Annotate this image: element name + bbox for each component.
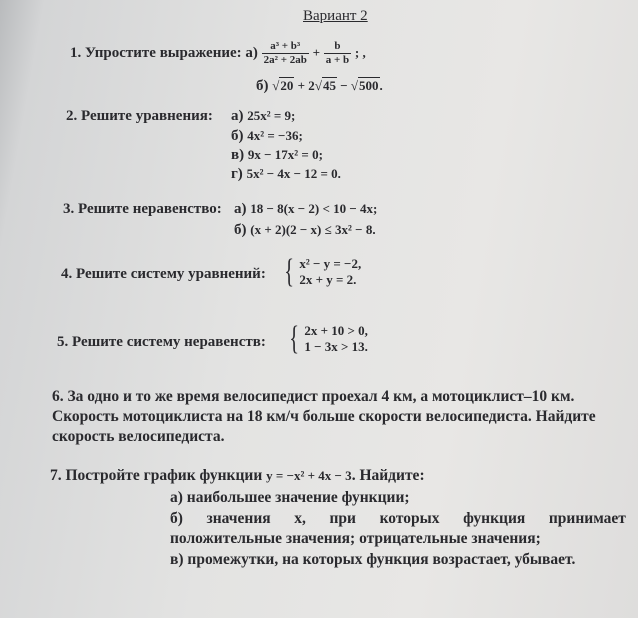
task-7-intro: 7. Постройте график функции y = −x² + 4x − 3. Найдите: — [50, 467, 425, 484]
task-2-item-b: б) 4x² = −36; — [231, 128, 303, 144]
task-1-b-label: б) — [256, 78, 269, 94]
task-7-item-b-line-2: положительные значения; отрицательные значения; — [170, 530, 541, 547]
task-1-fraction-2-denominator: a + b — [325, 54, 350, 66]
task-4-line-1: x² − y = −2, — [299, 256, 362, 271]
task-4-system — [281, 255, 361, 289]
task-4-line-2: 2x + y = 2. — [299, 272, 357, 287]
task-5-line-1: 2x + 10 > 0, — [304, 323, 368, 338]
task-2-label: 2. Решите уравнения: — [66, 108, 213, 124]
task-1-label: 1. Упростите выражение: а) — [70, 44, 258, 61]
task-5-label: 5. Решите систему неравенств: — [57, 334, 266, 350]
task-1-a-end: ; , — [354, 44, 366, 60]
task-1-fraction-1-numerator: a³ + b³ — [262, 40, 309, 54]
task-4-label: 4. Решите систему уравнений: — [61, 266, 266, 282]
task-1-fraction-2-numerator: b — [324, 40, 351, 54]
task-7-item-a: а) наибольшее значение функции; — [170, 489, 410, 506]
task-5-brace: { — [289, 320, 300, 357]
task-6-line-2: Скорость мотоциклиста на 18 км/ч больше скорости велосипедиста. Найдите — [52, 408, 596, 425]
task-7-item-b: б) значения х, при которых функция принимает — [170, 510, 626, 527]
task-1-fraction-1 — [262, 40, 309, 67]
sqrt-20: 20 — [280, 78, 294, 93]
task-1-fraction-1-denominator: 2a² + 2ab — [263, 54, 307, 66]
task-3-label: 3. Решите неравенство: — [63, 201, 222, 217]
task-3-item-a: а) 18 − 8(x − 2) < 10 − 4x; — [234, 201, 378, 217]
task-1 — [70, 40, 366, 67]
task-3-item-b: б) (x + 2)(2 − x) ≤ 3x² − 8. — [234, 222, 376, 238]
task-6-line-3: скорость велосипедиста. — [52, 428, 225, 445]
task-7-item-c: в) промежутки, на которых функция возрастает, убывает. — [170, 551, 576, 568]
sqrt-45: 45 — [322, 78, 336, 93]
task-1-fraction-2 — [324, 40, 351, 67]
sqrt-500: 500 — [359, 78, 379, 93]
task-2-item-d: г) 5x² − 4x − 12 = 0. — [231, 166, 341, 182]
page-title: Вариант 2 — [303, 8, 368, 24]
task-4-brace: { — [284, 253, 295, 290]
task-1-plus: + — [312, 44, 320, 60]
task-7-function: y = −x² + 4x − 3 — [266, 468, 352, 483]
task-2-item-c: в) 9x − 17x² = 0; — [231, 147, 323, 163]
task-1-b — [256, 78, 383, 95]
task-5-system — [286, 322, 368, 356]
task-6-line-1: 6. За одно и то же время велосипедист проехал 4 км, а мотоциклист–10 км. — [52, 388, 575, 405]
task-2-item-a: а) 25x² = 9; — [231, 108, 296, 124]
task-5-line-2: 1 − 3x > 13. — [304, 339, 368, 354]
task-1-b-expression: √20 + 2√45 − √500. — [272, 78, 383, 93]
